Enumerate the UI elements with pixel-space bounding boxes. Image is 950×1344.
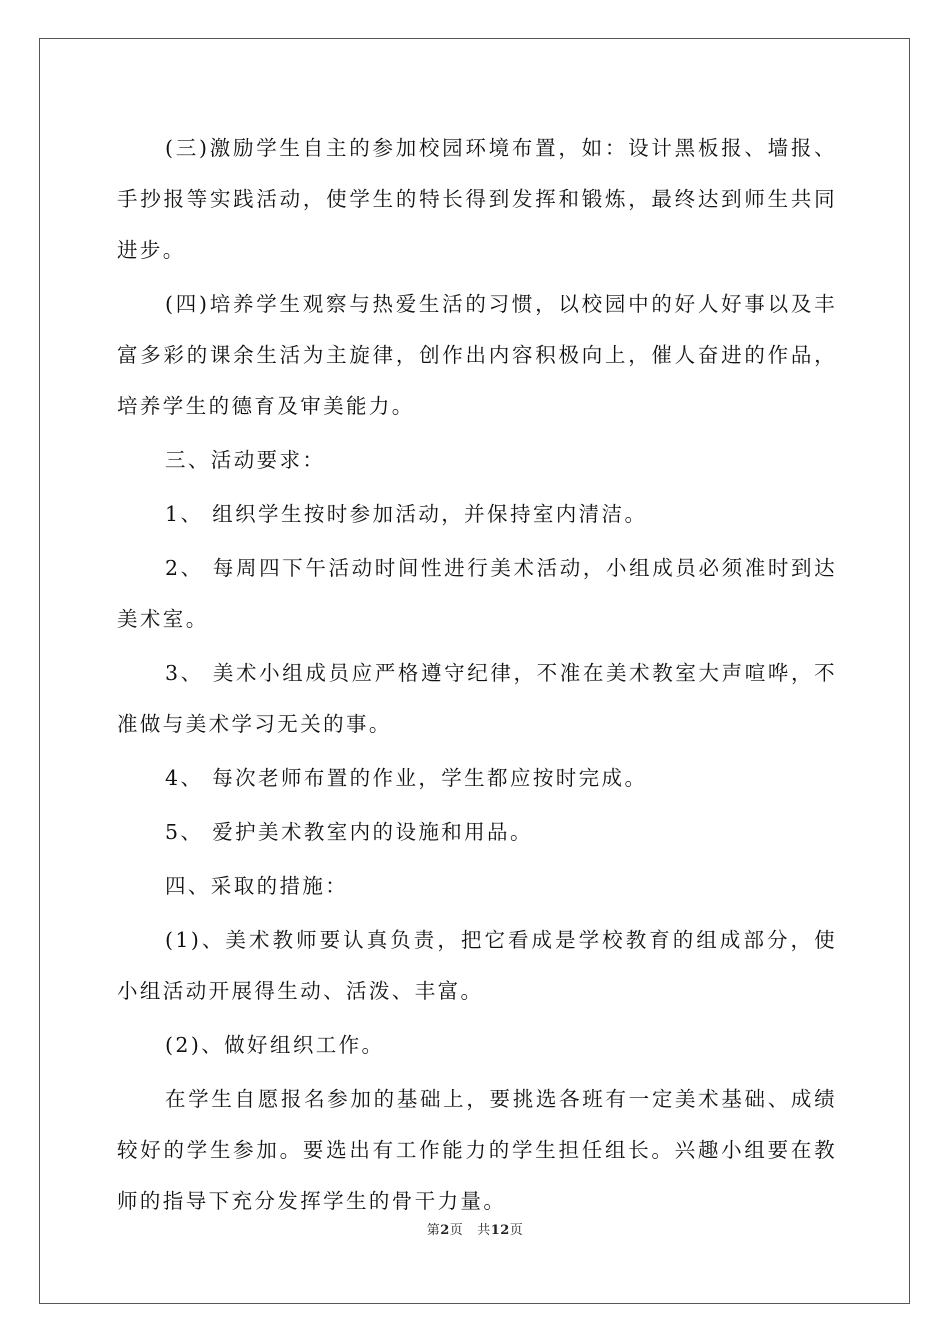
paragraph: 在学生自愿报名参加的基础上，要挑选各班有一定美术基础、成绩较好的学生参加。要选出有工作能力的学生担任组长。兴趣小组要在教师的指导下充分发挥学生的骨干力量。 — [117, 1087, 837, 1213]
paragraph: (四)培养学生观察与热爱生活的习惯，以校园中的好人好事以及丰富多彩的课余生活为主旋律，创作出内容积极向上，催人奋进的作品，培养学生的德育及审美能力。 — [117, 292, 837, 418]
paragraph: (三)激励学生自主的参加校园环境布置，如：设计黑板报、墙报、手抄报等实践活动，使学生的特长得到发挥和锻炼，最终达到师生共同进步。 — [117, 136, 837, 262]
page-suffix: 页 — [449, 1223, 464, 1238]
page-number: 2 — [440, 1223, 450, 1238]
total-pages: 12 — [490, 1223, 510, 1238]
list-item: 1、 组织学生按时参加活动，并保持室内清洁。 — [165, 502, 648, 526]
paragraph: (2)、做好组织工作。 — [165, 1033, 385, 1057]
page-footer — [0, 1219, 950, 1238]
document-body — [117, 123, 837, 1230]
total-suffix: 页 — [509, 1223, 524, 1238]
section-heading: 三、活动要求： — [165, 448, 326, 472]
paragraph: (1)、美术教师要认真负责，把它看成是学校教育的组成部分，使小组活动开展得生动、活泼、丰富。 — [117, 928, 837, 1003]
list-item: 4、 每次老师布置的作业，学生都应按时完成。 — [165, 766, 648, 790]
section-heading: 四、采取的措施： — [165, 874, 349, 898]
total-prefix: 共 — [477, 1223, 491, 1238]
list-item: 5、 爱护美术教室内的设施和用品。 — [165, 820, 533, 844]
list-item: 2、 每周四下午活动时间性进行美术活动，小组成员必须准时到达美术室。 — [117, 556, 837, 631]
page-prefix: 第 — [426, 1223, 441, 1238]
list-item: 3、 美术小组成员应严格遵守纪律，不准在美术教室大声喧哗，不准做与美术学习无关的事。 — [117, 661, 837, 736]
